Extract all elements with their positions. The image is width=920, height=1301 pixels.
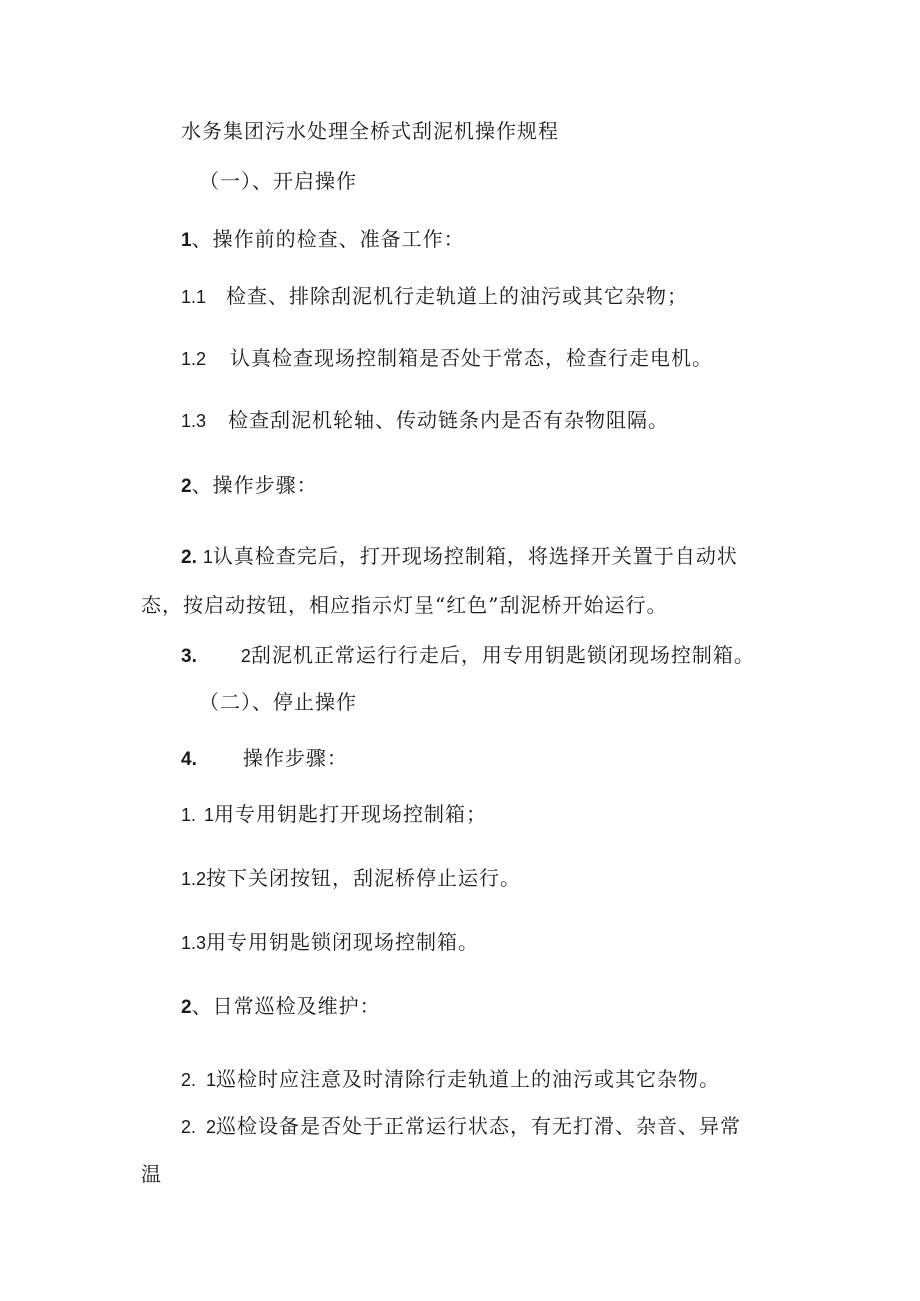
item-5-text: 、日常巡检及维护： [191,994,381,1018]
item-1-1 [181,283,688,310]
item-2 [181,472,318,500]
item-5-2 [181,1113,741,1140]
item-4-1-subnumber: 1 [204,805,215,825]
item-3-number: 3. [181,646,197,667]
item-4-2 [181,865,521,892]
item-2-number: 2 [181,476,192,497]
item-5-2-number: 2. [181,1117,197,1137]
item-1-2-text: 认真检查现场控制箱是否处于常态，检查行走电机。 [230,346,714,370]
item-4-2-number: 1.2 [181,869,207,889]
item-5-2-continuation [141,1161,162,1187]
section-heading-start [199,168,357,194]
item-1-2-number: 1.2 [181,349,207,369]
item-2-1-cont-text: 态，按启动按钮，相应指示灯呈“红色”刮泥桥开始运行。 [141,593,668,617]
item-1-1-number: 1.1 [181,287,207,307]
item-4-text: 操作步骤： [242,746,348,770]
section2-text: （二）、停止操作 [199,690,357,714]
item-4-3-number: 1.3 [181,933,207,953]
document-title [181,118,559,144]
item-5 [181,993,381,1021]
item-4-3-text: 用专用钥匙锁闭现场控制箱。 [206,930,480,954]
item-4-1-number: 1. [181,805,197,825]
section1-text: （一）、开启操作 [199,169,357,193]
item-4-number: 4. [181,749,197,770]
item-1 [181,226,465,254]
item-1-text: 、操作前的检查、准备工作： [191,227,465,251]
item-2-1-subnumber: 1 [202,547,213,567]
item-5-2-cont-text: 温 [141,1162,162,1186]
item-1-3-text: 检查刮泥机轮轴、传动链条内是否有杂物阻隔。 [228,408,670,432]
item-1-2 [181,345,713,372]
item-3-text: 刮泥机正常运行行走后，用专用钥匙锁闭现场控制箱。 [250,643,755,667]
item-4-3 [181,929,479,956]
title-text: 水务集团污水处理全桥式刮泥机操作规程 [181,119,559,143]
item-5-2-text: 巡检设备是否处于正常运行状态，有无打滑、杂音、异常 [216,1114,742,1138]
item-4-2-text: 按下关闭按钮，刮泥桥停止运行。 [206,866,522,890]
item-5-1 [181,1066,720,1093]
item-1-3-number: 1.3 [181,411,207,431]
item-1-number: 1 [181,230,192,251]
item-5-number: 2 [181,997,192,1018]
item-5-1-subnumber: 1 [206,1070,217,1090]
item-2-text: 、操作步骤： [191,473,318,497]
item-2-1 [181,543,738,571]
section-heading-stop [199,689,357,715]
item-5-2-subnumber: 2 [206,1117,217,1137]
item-1-3 [181,407,669,434]
item-3 [181,642,755,670]
item-5-1-number: 2. [181,1070,197,1090]
item-2-1-continuation [141,592,667,618]
item-4-1-text: 用专用钥匙打开现场控制箱； [214,802,488,826]
item-2-1-text: 认真检查完后，打开现场控制箱，将选择开关置于自动状 [212,544,738,568]
item-5-1-text: 巡检时应注意及时清除行走轨道上的油污或其它杂物。 [216,1067,721,1091]
item-4 [181,745,348,773]
item-1-1-text: 检查、排除刮泥机行走轨道上的油污或其它杂物； [226,284,689,308]
item-3-subnumber: 2 [240,646,251,666]
item-4-1 [181,801,487,828]
item-2-1-number: 2. [181,547,197,568]
